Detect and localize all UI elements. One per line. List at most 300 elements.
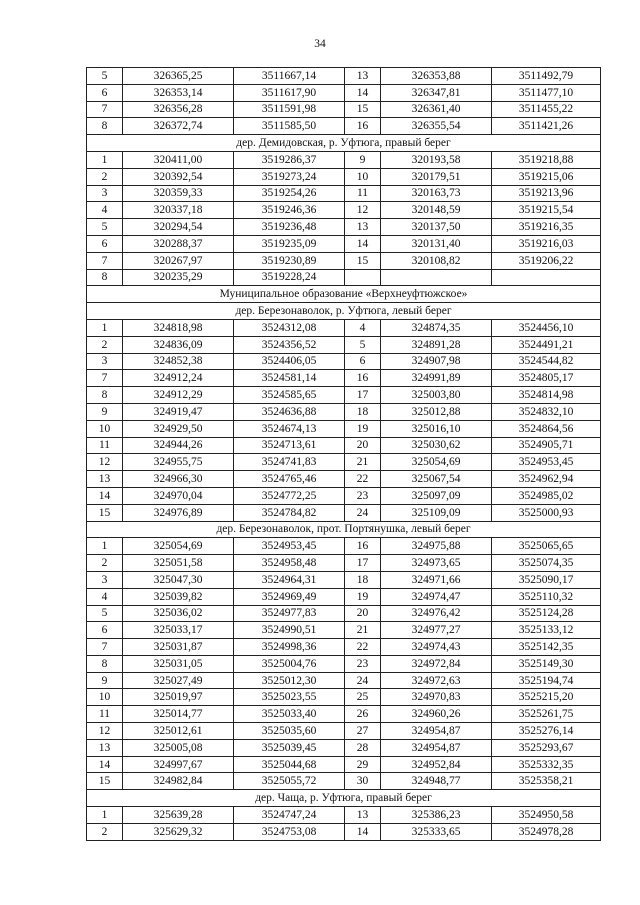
- table-row: [87, 739, 601, 756]
- x-coordinate-right: 324971,66: [381, 571, 492, 588]
- table-row: [87, 185, 601, 202]
- x-coordinate-right: 324907,98: [381, 353, 492, 370]
- table-row: [87, 605, 601, 622]
- y-coordinate-right: 3524544,82: [492, 353, 601, 370]
- x-coordinate-right: 324991,89: [381, 370, 492, 387]
- point-number-right: 24: [345, 504, 381, 521]
- x-coordinate-right: 325067,54: [381, 471, 492, 488]
- x-coordinate-right: 324954,87: [381, 739, 492, 756]
- x-coordinate-left: 320294,54: [123, 219, 234, 236]
- y-coordinate-right: 3525293,67: [492, 739, 601, 756]
- x-coordinate-left: 326356,28: [123, 101, 234, 118]
- y-coordinate-left: 3525033,40: [234, 706, 345, 723]
- point-number-right: 15: [345, 101, 381, 118]
- y-coordinate-left: 3524581,14: [234, 370, 345, 387]
- y-coordinate-right: 3511421,26: [492, 118, 601, 135]
- point-number-left: 10: [87, 689, 123, 706]
- x-coordinate-left: 320288,37: [123, 235, 234, 252]
- point-number-left: 8: [87, 118, 123, 135]
- table-row: [87, 420, 601, 437]
- point-number-left: 15: [87, 773, 123, 790]
- x-coordinate-left: 326372,74: [123, 118, 234, 135]
- table-row: [87, 252, 601, 269]
- point-number-right: 15: [345, 252, 381, 269]
- point-number-right: 22: [345, 471, 381, 488]
- point-number-right: 14: [345, 84, 381, 101]
- point-number-left: 13: [87, 471, 123, 488]
- point-number-left: 5: [87, 219, 123, 236]
- y-coordinate-right: 3525194,74: [492, 672, 601, 689]
- y-coordinate-left: 3519254,26: [234, 185, 345, 202]
- x-coordinate-left: 320337,18: [123, 202, 234, 219]
- y-coordinate-left: 3525044,68: [234, 756, 345, 773]
- y-coordinate-right: 3525142,35: [492, 639, 601, 656]
- table-row: [87, 672, 601, 689]
- table-row: [87, 353, 601, 370]
- x-coordinate-right: 325097,09: [381, 487, 492, 504]
- point-number-left: 14: [87, 487, 123, 504]
- y-coordinate-left: 3524765,46: [234, 471, 345, 488]
- table-row: [87, 118, 601, 135]
- point-number-right: 20: [345, 605, 381, 622]
- y-coordinate-left: 3519273,24: [234, 168, 345, 185]
- x-coordinate-right: 324960,26: [381, 706, 492, 723]
- table-row: [87, 370, 601, 387]
- y-coordinate-right: 3519206,22: [492, 252, 601, 269]
- y-coordinate-left: 3511617,90: [234, 84, 345, 101]
- y-coordinate-right: 3519215,06: [492, 168, 601, 185]
- x-coordinate-right: [381, 269, 492, 286]
- y-coordinate-left: 3524977,83: [234, 605, 345, 622]
- y-coordinate-left: 3525055,72: [234, 773, 345, 790]
- point-number-left: 9: [87, 403, 123, 420]
- section-header-row: [87, 521, 601, 538]
- table-row: [87, 68, 601, 85]
- x-coordinate-right: 324975,88: [381, 538, 492, 555]
- point-number-right: 22: [345, 639, 381, 656]
- point-number-left: 4: [87, 202, 123, 219]
- point-number-right: 18: [345, 403, 381, 420]
- point-number-left: 7: [87, 101, 123, 118]
- x-coordinate-left: 325012,61: [123, 723, 234, 740]
- x-coordinate-left: 320267,97: [123, 252, 234, 269]
- y-coordinate-right: 3519215,54: [492, 202, 601, 219]
- y-coordinate-right: 3524864,56: [492, 420, 601, 437]
- point-number-right: 10: [345, 168, 381, 185]
- point-number-left: 2: [87, 555, 123, 572]
- x-coordinate-left: 325005,08: [123, 739, 234, 756]
- point-number-left: 3: [87, 571, 123, 588]
- section-header-row: [87, 303, 601, 320]
- x-coordinate-right: 320131,40: [381, 235, 492, 252]
- x-coordinate-left: 325014,77: [123, 706, 234, 723]
- table-row: [87, 639, 601, 656]
- x-coordinate-right: 326361,40: [381, 101, 492, 118]
- point-number-right: 29: [345, 756, 381, 773]
- x-coordinate-left: 324966,30: [123, 471, 234, 488]
- x-coordinate-left: 325047,30: [123, 571, 234, 588]
- x-coordinate-right: 324976,42: [381, 605, 492, 622]
- y-coordinate-right: 3525215,20: [492, 689, 601, 706]
- x-coordinate-left: 325031,87: [123, 639, 234, 656]
- y-coordinate-left: 3524747,24: [234, 807, 345, 824]
- point-number-right: 6: [345, 353, 381, 370]
- x-coordinate-left: 324852,38: [123, 353, 234, 370]
- y-coordinate-left: 3524953,45: [234, 538, 345, 555]
- y-coordinate-right: 3524456,10: [492, 319, 601, 336]
- y-coordinate-right: 3525110,32: [492, 588, 601, 605]
- x-coordinate-left: 325027,49: [123, 672, 234, 689]
- x-coordinate-right: 324974,47: [381, 588, 492, 605]
- x-coordinate-left: 325039,82: [123, 588, 234, 605]
- point-number-right: 28: [345, 739, 381, 756]
- section-title: дер. Чаща, р. Уфтюга, правый берег: [87, 790, 601, 807]
- x-coordinate-left: 324997,67: [123, 756, 234, 773]
- x-coordinate-right: 320163,73: [381, 185, 492, 202]
- y-coordinate-right: 3525276,14: [492, 723, 601, 740]
- y-coordinate-right: 3525149,30: [492, 655, 601, 672]
- x-coordinate-left: 320392,54: [123, 168, 234, 185]
- y-coordinate-left: 3519235,09: [234, 235, 345, 252]
- x-coordinate-right: 325333,65: [381, 823, 492, 840]
- x-coordinate-right: 324954,87: [381, 723, 492, 740]
- point-number-left: 9: [87, 672, 123, 689]
- point-number-right: 26: [345, 706, 381, 723]
- table-row: [87, 555, 601, 572]
- y-coordinate-right: 3525332,35: [492, 756, 601, 773]
- table-row: [87, 471, 601, 488]
- y-coordinate-right: 3524814,98: [492, 387, 601, 404]
- point-number-right: 17: [345, 555, 381, 572]
- y-coordinate-right: 3511477,10: [492, 84, 601, 101]
- y-coordinate-right: 3525090,17: [492, 571, 601, 588]
- x-coordinate-left: 325019,97: [123, 689, 234, 706]
- coordinates-table: [86, 67, 601, 841]
- point-number-right: 27: [345, 723, 381, 740]
- section-title: Муниципальное образование «Верхнеуфтюжское»: [87, 286, 601, 303]
- x-coordinate-left: 326353,14: [123, 84, 234, 101]
- point-number-right: 23: [345, 655, 381, 672]
- x-coordinate-right: 325003,80: [381, 387, 492, 404]
- point-number-right: 21: [345, 454, 381, 471]
- point-number-right: 19: [345, 420, 381, 437]
- y-coordinate-right: 3525074,35: [492, 555, 601, 572]
- point-number-right: 4: [345, 319, 381, 336]
- y-coordinate-left: 3524753,08: [234, 823, 345, 840]
- table-row: [87, 655, 601, 672]
- y-coordinate-right: 3524491,21: [492, 336, 601, 353]
- x-coordinate-right: 324970,83: [381, 689, 492, 706]
- y-coordinate-left: 3511667,14: [234, 68, 345, 85]
- table-row: [87, 504, 601, 521]
- x-coordinate-right: 324972,63: [381, 672, 492, 689]
- x-coordinate-left: 325031,05: [123, 655, 234, 672]
- point-number-right: 25: [345, 689, 381, 706]
- point-number-right: 13: [345, 219, 381, 236]
- x-coordinate-left: 325639,28: [123, 807, 234, 824]
- x-coordinate-right: 324977,27: [381, 622, 492, 639]
- x-coordinate-left: 324970,04: [123, 487, 234, 504]
- y-coordinate-right: 3524805,17: [492, 370, 601, 387]
- point-number-right: 16: [345, 538, 381, 555]
- x-coordinate-right: 324972,84: [381, 655, 492, 672]
- x-coordinate-left: 320359,33: [123, 185, 234, 202]
- table-row: [87, 538, 601, 555]
- x-coordinate-right: 326355,54: [381, 118, 492, 135]
- x-coordinate-left: 324976,89: [123, 504, 234, 521]
- point-number-right: 11: [345, 185, 381, 202]
- point-number-left: 1: [87, 807, 123, 824]
- y-coordinate-left: 3524713,61: [234, 437, 345, 454]
- y-coordinate-left: 3519246,36: [234, 202, 345, 219]
- x-coordinate-right: 325012,88: [381, 403, 492, 420]
- x-coordinate-left: 325051,58: [123, 555, 234, 572]
- x-coordinate-right: 324874,35: [381, 319, 492, 336]
- section-title: дер. Демидовская, р. Уфтюга, правый берег: [87, 135, 601, 152]
- y-coordinate-right: 3511455,22: [492, 101, 601, 118]
- x-coordinate-left: 326365,25: [123, 68, 234, 85]
- point-number-left: 11: [87, 706, 123, 723]
- point-number-left: 14: [87, 756, 123, 773]
- table-row: [87, 437, 601, 454]
- y-coordinate-right: 3525065,65: [492, 538, 601, 555]
- table-row: [87, 487, 601, 504]
- x-coordinate-right: 325386,23: [381, 807, 492, 824]
- point-number-left: 15: [87, 504, 123, 521]
- y-coordinate-right: 3525358,21: [492, 773, 601, 790]
- point-number-right: 16: [345, 118, 381, 135]
- table-row: [87, 235, 601, 252]
- y-coordinate-left: 3525004,76: [234, 655, 345, 672]
- y-coordinate-left: 3524356,52: [234, 336, 345, 353]
- y-coordinate-right: 3525000,93: [492, 504, 601, 521]
- x-coordinate-right: 320193,58: [381, 151, 492, 168]
- point-number-left: 13: [87, 739, 123, 756]
- y-coordinate-left: 3519286,37: [234, 151, 345, 168]
- point-number-left: 8: [87, 655, 123, 672]
- table-row: [87, 756, 601, 773]
- x-coordinate-left: 320235,29: [123, 269, 234, 286]
- point-number-left: 12: [87, 723, 123, 740]
- y-coordinate-left: 3524964,31: [234, 571, 345, 588]
- y-coordinate-left: 3524969,49: [234, 588, 345, 605]
- point-number-left: 6: [87, 235, 123, 252]
- table-row: [87, 387, 601, 404]
- point-number-right: 21: [345, 622, 381, 639]
- y-coordinate-left: 3525023,55: [234, 689, 345, 706]
- table-row: [87, 773, 601, 790]
- table-row: [87, 319, 601, 336]
- x-coordinate-left: 324912,29: [123, 387, 234, 404]
- point-number-right: 30: [345, 773, 381, 790]
- y-coordinate-right: 3519218,88: [492, 151, 601, 168]
- y-coordinate-right: 3519216,35: [492, 219, 601, 236]
- y-coordinate-right: 3519213,96: [492, 185, 601, 202]
- page-number: 34: [314, 38, 326, 50]
- point-number-left: 2: [87, 168, 123, 185]
- table-row: [87, 622, 601, 639]
- y-coordinate-right: 3525261,75: [492, 706, 601, 723]
- point-number-left: 3: [87, 353, 123, 370]
- y-coordinate-left: 3524674,13: [234, 420, 345, 437]
- section-header-row: [87, 286, 601, 303]
- point-number-right: 13: [345, 68, 381, 85]
- y-coordinate-right: 3511492,79: [492, 68, 601, 85]
- y-coordinate-left: 3519228,24: [234, 269, 345, 286]
- point-number-left: 6: [87, 84, 123, 101]
- y-coordinate-left: 3519230,89: [234, 252, 345, 269]
- y-coordinate-right: 3524905,71: [492, 437, 601, 454]
- x-coordinate-left: 320411,00: [123, 151, 234, 168]
- point-number-left: 5: [87, 68, 123, 85]
- point-number-left: 4: [87, 588, 123, 605]
- x-coordinate-right: 325016,10: [381, 420, 492, 437]
- x-coordinate-left: 324818,98: [123, 319, 234, 336]
- y-coordinate-right: 3524953,45: [492, 454, 601, 471]
- point-number-left: 12: [87, 454, 123, 471]
- y-coordinate-right: 3524832,10: [492, 403, 601, 420]
- y-coordinate-left: 3524406,05: [234, 353, 345, 370]
- x-coordinate-left: 325036,02: [123, 605, 234, 622]
- y-coordinate-right: 3519216,03: [492, 235, 601, 252]
- y-coordinate-left: 3524784,82: [234, 504, 345, 521]
- y-coordinate-right: 3524962,94: [492, 471, 601, 488]
- x-coordinate-right: 325054,69: [381, 454, 492, 471]
- y-coordinate-left: 3511591,98: [234, 101, 345, 118]
- y-coordinate-left: 3525012,30: [234, 672, 345, 689]
- x-coordinate-left: 324929,50: [123, 420, 234, 437]
- y-coordinate-right: 3524985,02: [492, 487, 601, 504]
- table-row: [87, 168, 601, 185]
- point-number-left: 10: [87, 420, 123, 437]
- table-row: [87, 101, 601, 118]
- point-number-left: 2: [87, 823, 123, 840]
- point-number-right: 24: [345, 672, 381, 689]
- point-number-right: 14: [345, 235, 381, 252]
- point-number-right: 17: [345, 387, 381, 404]
- x-coordinate-right: 324948,77: [381, 773, 492, 790]
- point-number-right: 20: [345, 437, 381, 454]
- point-number-left: 8: [87, 269, 123, 286]
- y-coordinate-left: 3524312,08: [234, 319, 345, 336]
- point-number-right: 14: [345, 823, 381, 840]
- y-coordinate-left: 3524958,48: [234, 555, 345, 572]
- point-number-left: 7: [87, 252, 123, 269]
- x-coordinate-right: 320137,50: [381, 219, 492, 236]
- x-coordinate-right: 326347,81: [381, 84, 492, 101]
- point-number-left: 7: [87, 639, 123, 656]
- point-number-left: 6: [87, 622, 123, 639]
- section-header-row: [87, 790, 601, 807]
- point-number-right: 5: [345, 336, 381, 353]
- table-row: [87, 151, 601, 168]
- point-number-right: 12: [345, 202, 381, 219]
- table-row: [87, 723, 601, 740]
- x-coordinate-right: 324952,84: [381, 756, 492, 773]
- table-row: [87, 807, 601, 824]
- x-coordinate-right: 320179,51: [381, 168, 492, 185]
- point-number-right: 19: [345, 588, 381, 605]
- x-coordinate-right: 324891,28: [381, 336, 492, 353]
- y-coordinate-left: 3524772,25: [234, 487, 345, 504]
- x-coordinate-right: 324974,43: [381, 639, 492, 656]
- section-title: дер. Березонаволок, прот. Портянушка, левый берег: [87, 521, 601, 538]
- x-coordinate-left: 325054,69: [123, 538, 234, 555]
- y-coordinate-left: 3525035,60: [234, 723, 345, 740]
- x-coordinate-left: 324944,26: [123, 437, 234, 454]
- point-number-left: 3: [87, 185, 123, 202]
- y-coordinate-left: 3519236,48: [234, 219, 345, 236]
- coordinates-table-body: [87, 68, 601, 841]
- y-coordinate-right: 3525133,12: [492, 622, 601, 639]
- y-coordinate-left: 3524998,36: [234, 639, 345, 656]
- table-row: [87, 689, 601, 706]
- table-row: [87, 219, 601, 236]
- x-coordinate-right: 324973,65: [381, 555, 492, 572]
- x-coordinate-right: 320148,59: [381, 202, 492, 219]
- y-coordinate-right: [492, 269, 601, 286]
- x-coordinate-right: 326353,88: [381, 68, 492, 85]
- table-row: [87, 403, 601, 420]
- point-number-left: 1: [87, 319, 123, 336]
- table-row: [87, 823, 601, 840]
- point-number-left: 8: [87, 387, 123, 404]
- table-row: [87, 202, 601, 219]
- x-coordinate-right: 325109,09: [381, 504, 492, 521]
- table-row: [87, 588, 601, 605]
- point-number-left: 2: [87, 336, 123, 353]
- y-coordinate-left: 3524741,83: [234, 454, 345, 471]
- x-coordinate-left: 324836,09: [123, 336, 234, 353]
- point-number-left: 7: [87, 370, 123, 387]
- table-row: [87, 571, 601, 588]
- table-row: [87, 269, 601, 286]
- y-coordinate-right: 3524950,58: [492, 807, 601, 824]
- y-coordinate-right: 3524978,28: [492, 823, 601, 840]
- y-coordinate-left: 3524990,51: [234, 622, 345, 639]
- table-row: [87, 336, 601, 353]
- y-coordinate-right: 3525124,28: [492, 605, 601, 622]
- point-number-right: [345, 269, 381, 286]
- table-row: [87, 454, 601, 471]
- x-coordinate-left: 324912,24: [123, 370, 234, 387]
- point-number-right: 13: [345, 807, 381, 824]
- x-coordinate-left: 325629,32: [123, 823, 234, 840]
- point-number-left: 5: [87, 605, 123, 622]
- y-coordinate-left: 3524585,65: [234, 387, 345, 404]
- x-coordinate-left: 324919,47: [123, 403, 234, 420]
- x-coordinate-left: 324982,84: [123, 773, 234, 790]
- y-coordinate-left: 3525039,45: [234, 739, 345, 756]
- x-coordinate-left: 324955,75: [123, 454, 234, 471]
- x-coordinate-right: 325030,62: [381, 437, 492, 454]
- point-number-left: 1: [87, 538, 123, 555]
- point-number-right: 9: [345, 151, 381, 168]
- y-coordinate-left: 3511585,50: [234, 118, 345, 135]
- x-coordinate-left: 325033,17: [123, 622, 234, 639]
- point-number-left: 1: [87, 151, 123, 168]
- point-number-left: 11: [87, 437, 123, 454]
- point-number-right: 18: [345, 571, 381, 588]
- table-row: [87, 84, 601, 101]
- point-number-right: 16: [345, 370, 381, 387]
- x-coordinate-right: 320108,82: [381, 252, 492, 269]
- section-title: дер. Березонаволок, р. Уфтюга, левый берег: [87, 303, 601, 320]
- section-header-row: [87, 135, 601, 152]
- y-coordinate-left: 3524636,88: [234, 403, 345, 420]
- table-row: [87, 706, 601, 723]
- point-number-right: 23: [345, 487, 381, 504]
